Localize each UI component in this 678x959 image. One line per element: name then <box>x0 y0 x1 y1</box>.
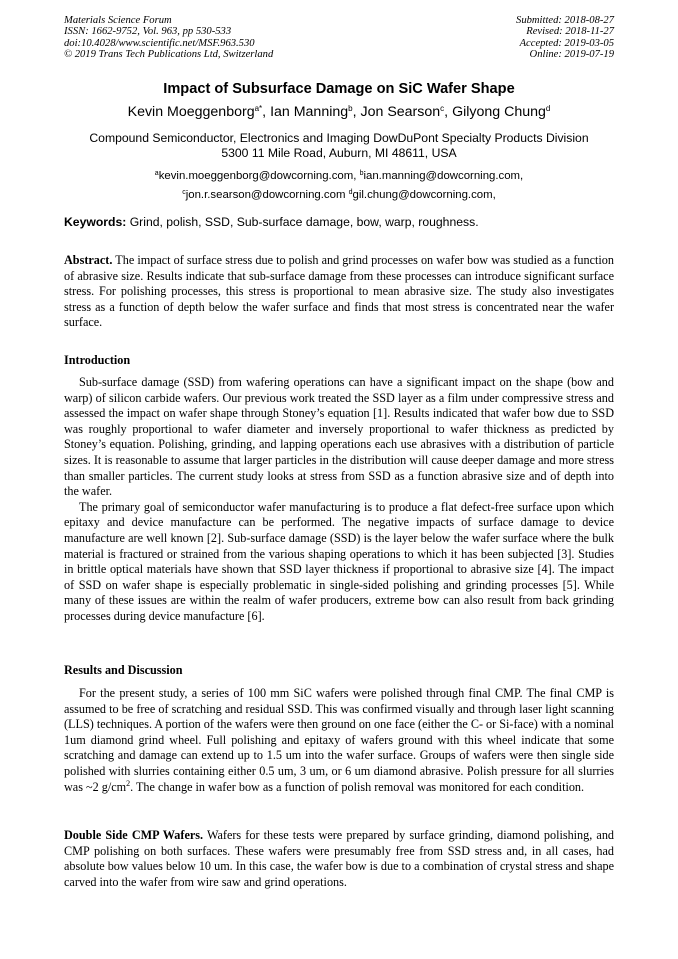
results-text: For the present study, a series of 100 mm SiC wafers were polished through final CMP. The final CMP is assumed to be free of scratching and residual SSD. This was confirmed visually and through laser light scanning (LLS) techniques. A portion of the wafers were then ground on one face (either the C- or Si-face) with a nominal 1um diamond grind wheel. Full polishing and epitaxy of wafers ground with this wheel indicate that some scratching and damage can extend up to 1.5 um into the wafer surface. Groups of wafers were then single side polished with slurries containing either 0.5 um, 3 um, or 6 um diamond abrasive. Polish pressure for all slurries was ~2 g/cm <box>64 686 614 794</box>
results-paragraph-1 <box>64 686 614 795</box>
intro-paragraph-2: The primary goal of semiconductor wafer manufacturing is to produce a flat defect-free surface upon which epitaxy and device manufacture can be performed. The negative impacts of surface damage to device manufacture are well known [2]. Sub-surface damage (SSD) is the layer below the wafer surface where the bulk material is fractured or strained from the various shaping operations to which it has been subjected [3]. Studies in brittle optical materials have shown that SSD layer thickness if proportional to abrasive size [4]. The impact of SSD on wafer shape is especially problematic in single-sided polishing and grinding processes [5]. While many of these issues are within the realm of wafer producers, extreme bow can also result from back grinding processes during device manufacture [6]. <box>64 499 614 623</box>
results-heading: Results and Discussion <box>64 663 183 677</box>
double-side-cmp-section <box>64 828 614 890</box>
email-link[interactable]: kevin.moeggenborg@dowcorning.com, <box>158 170 360 182</box>
online-date: Online: 2019-07-19 <box>529 48 614 60</box>
abstract <box>64 253 614 331</box>
email-sup: a <box>154 170 159 177</box>
author-name: Gilyong Chung <box>452 104 546 120</box>
dates-header <box>516 15 614 60</box>
unit-superscript: 2 <box>126 778 131 788</box>
issn: ISSN: 1662-9752, Vol. 963, pp 530-533 <box>64 26 232 38</box>
affiliation-line: Compound Semiconductor, Electronics and Imaging DowDuPont Specialty Products Division <box>89 131 589 145</box>
author-sup: d <box>545 104 551 113</box>
submitted-date: Submitted: 2018-08-27 <box>516 15 614 26</box>
email-link[interactable]: gil.chung@dowcorning.com, <box>352 188 496 201</box>
author-sep: , <box>262 104 271 120</box>
email-link[interactable]: jon.r.searson@dowcorning.com <box>185 188 349 201</box>
abstract-label: Abstract. <box>64 253 113 267</box>
abstract-text: The impact of surface stress due to polish and grind processes on wafer bow was studied as a function of abrasive size. Results indicate that sub-surface damage from these processes can introduce significant surface stress. For polishing processes, this stress is proportional to mean abrasive size. The study also investigates stress as a function of depth below the wafer surface and finds that most stress is concentrated near the wafer surface. <box>64 253 614 330</box>
author-name: Jon Searson <box>360 104 441 120</box>
revised-date: Revised: 2018-11-27 <box>526 26 614 38</box>
email-line <box>0 166 678 185</box>
keywords-text: Grind, polish, SSD, Sub-surface damage, bow, warp, roughness. <box>126 215 479 229</box>
copyright: © 2019 Trans Tech Publications Ltd, Switzerland <box>64 48 274 60</box>
email-line <box>0 185 678 204</box>
email-sup: b <box>359 170 364 177</box>
author-name: Ian Manning <box>270 104 349 120</box>
results-text-cont: . The change in wafer bow as a function of polish removal was monitored for each condition. <box>130 779 585 794</box>
journal-name: Materials Science Forum <box>64 15 172 26</box>
subsection-text: Wafers for these tests were prepared by surface grinding, diamond polishing, and CMP polishing on both surfaces. These wafers were presumably free from SSD stress and, in all cases, had absolute bow values below 10 um. In this case, the wafer bow is due to a combination of crystal stress and shape carved into the wafer from wire saw and grind operations. <box>64 828 615 889</box>
author-emails <box>0 166 678 203</box>
accepted-date: Accepted: 2019-03-05 <box>519 37 614 49</box>
intro-paragraph-1: Sub-surface damage (SSD) from wafering operations can have a significant impact on the shape (bow and warp) of silicon carbide wafers. Our previous work treated the SSD layer as a film under compressive stress and assessed the impact on wafer shape through Stoney’s equation [1]. Results indicated that wafer bow due to SSD was roughly proportional to wafer diameter and inversely proportional to wafer thickness as predicted by Stoney’s equation. Polishing, grinding, and lapping operations each use abrasives with a distribution of particle sizes. It is reasonable to assume that larger particles in the distribution will cause deeper damage and more stress than smaller particles. The current study looks at stress from SSD as a function abrasive size and of depth into the wafer. <box>64 375 614 499</box>
keywords <box>64 215 624 229</box>
keywords-label: Keywords: <box>64 215 127 229</box>
paper-title: Impact of Subsurface Damage on SiC Wafer Shape <box>163 81 515 97</box>
doi: doi:10.4028/www.scientific.net/MSF.963.530 <box>64 37 255 49</box>
author-sup: a* <box>254 104 263 113</box>
author-sup: b <box>348 104 353 113</box>
email-sup: d <box>348 188 353 196</box>
affiliation-address: 5300 11 Mile Road, Auburn, MI 48611, USA <box>221 146 457 160</box>
email-sup: c <box>182 188 186 196</box>
author-list <box>0 104 678 120</box>
author-name: Kevin Moeggenborg <box>127 104 255 120</box>
author-sep: , <box>352 104 361 120</box>
results-body <box>64 686 614 795</box>
journal-header <box>64 15 273 60</box>
affiliation <box>0 131 678 161</box>
author-sup: c <box>440 104 445 113</box>
email-link[interactable]: ian.manning@dowcorning.com, <box>363 170 524 182</box>
subsection-label: Double Side CMP Wafers. <box>64 828 204 842</box>
introduction-heading: Introduction <box>64 353 131 367</box>
author-sep: , <box>444 104 453 120</box>
introduction-body <box>64 375 614 625</box>
